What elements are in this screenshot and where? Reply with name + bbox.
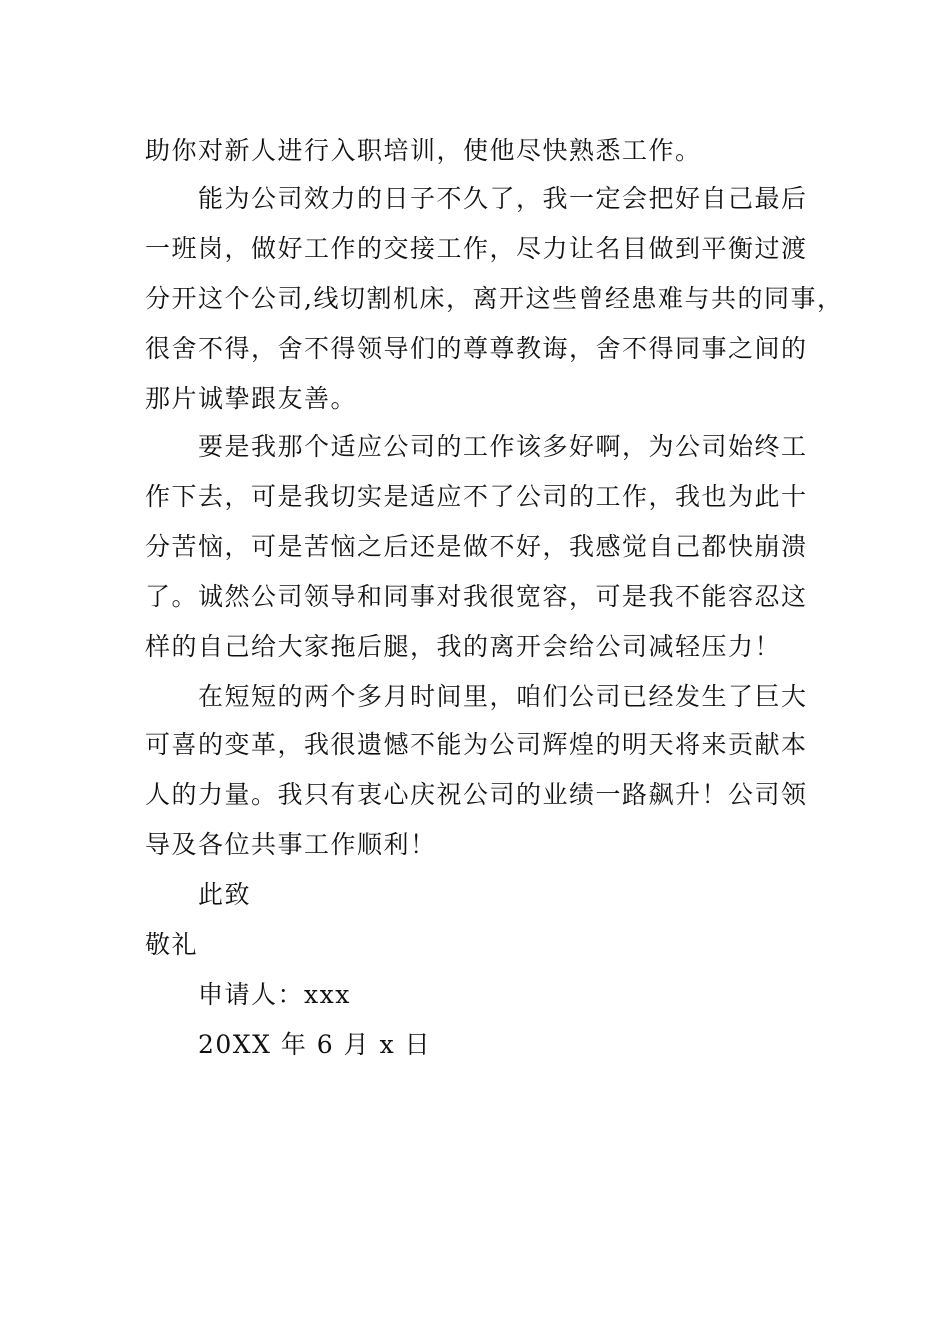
- date-text: 20XX 年 6 月 x 日: [198, 1030, 432, 1059]
- body-line-11: 样的自己给大家拖后腿，我的离开会给公司减轻压力！: [145, 632, 782, 661]
- body-line-7: 要是我那个适应公司的工作该多好啊，为公司始终工: [198, 432, 808, 461]
- body-line-8: 作下去，可是我切实是适应不了公司的工作，我也为此十: [145, 482, 808, 511]
- body-line-10: 了。诚然公司领导和同事对我很宽容，可是我不能容忍这: [145, 582, 808, 611]
- body-line-2: 能为公司效力的日子不久了，我一定会把好自己最后: [198, 184, 808, 213]
- body-line-9: 分苦恼，可是苦恼之后还是做不好，我感觉自己都快崩溃: [145, 532, 808, 561]
- body-line-6: 那片诚挚跟友善。: [145, 384, 358, 413]
- body-line-15: 导及各位共事工作顺利！: [145, 830, 437, 859]
- body-line-3: 一班岗，做好工作的交接工作，尽力让名目做到平衡过渡: [145, 234, 808, 263]
- body-line-14: 人的力量。我只有衷心庆祝公司的业绩一路飙升！公司领: [145, 780, 808, 809]
- body-line-13: 可喜的变革，我很遗憾不能为公司辉煌的明天将来贡献本: [145, 730, 808, 759]
- body-line-12: 在短短的两个多月时间里，咱们公司已经发生了巨大: [198, 682, 808, 711]
- closing-text: 此致: [198, 880, 252, 909]
- body-line-5: 很舍不得，舍不得领导们的尊尊教诲，舍不得同事之间的: [145, 334, 808, 363]
- body-line-4: 分开这个公司,线切割机床，离开这些曾经患难与共的同事，: [145, 284, 844, 313]
- applicant-text: 申请人：xxx: [198, 980, 351, 1009]
- body-line-1: 助你对新人进行入职培训，使他尽快熟悉工作。: [145, 136, 702, 165]
- salute-text: 敬礼: [145, 930, 199, 959]
